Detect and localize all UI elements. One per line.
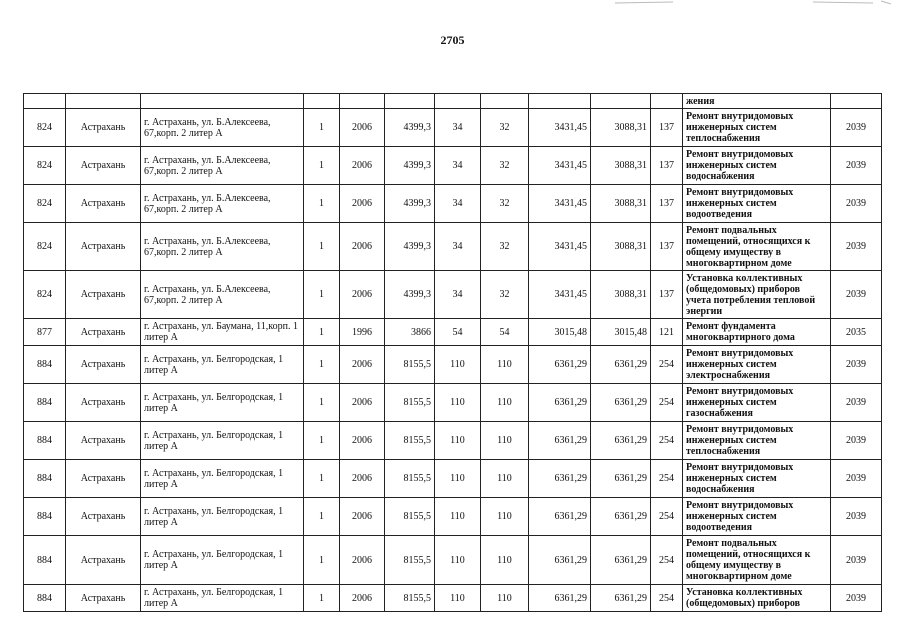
city-name: Астрахань [66,147,141,185]
column-1-value: 1 [304,460,340,498]
total-area: 8155,5 [385,585,435,612]
work-description: Ремонт подвальных помещений, относящихся к общему имуществу в многоквартирном доме [683,536,831,585]
column-3-value: 110 [481,384,529,422]
year-built: 1996 [340,319,385,346]
building-number: 884 [24,460,66,498]
city-name: Астрахань [66,346,141,384]
planned-year: 2039 [831,585,882,612]
work-description: Ремонт внутридомовых инженерных систем электроснабжения [683,346,831,384]
address: г. Астрахань, ул. Б.Алексеева, 67,корп. 2 литер А [141,271,304,319]
column-5-value: 3088,31 [591,271,651,319]
work-description: Ремонт внутридомовых инженерных систем водоотведения [683,498,831,536]
column-3-value: 110 [481,498,529,536]
column-4-value: 3431,45 [529,271,591,319]
year-built: 2006 [340,422,385,460]
column-1-value: 1 [304,346,340,384]
column-4-value: 6361,29 [529,585,591,612]
planned-year: 2039 [831,109,882,147]
work-description: Ремонт внутридомовых инженерных систем водоотведения [683,185,831,223]
year-built: 2006 [340,147,385,185]
column-6-value: 254 [651,346,683,384]
year-built: 2006 [340,109,385,147]
column-3-value: 32 [481,223,529,271]
city-name: Астрахань [66,384,141,422]
city-name: Астрахань [66,223,141,271]
address: г. Астрахань, ул. Б.Алексеева, 67,корп. 2 литер А [141,223,304,271]
table-row [24,223,882,271]
table-row-continuation [24,94,882,109]
total-area: 8155,5 [385,346,435,384]
address: г. Астрахань, ул. Баумана, 11,корп. 1 литер А [141,319,304,346]
table-row [24,109,882,147]
year-built: 2006 [340,460,385,498]
total-area: 4399,3 [385,271,435,319]
work-description: Ремонт фундамента многоквартирного дома [683,319,831,346]
column-2-value: 110 [435,536,481,585]
year-built: 2006 [340,346,385,384]
column-2-value: 110 [435,585,481,612]
table-row [24,346,882,384]
planned-year: 2039 [831,422,882,460]
column-4-value: 3431,45 [529,223,591,271]
column-5-value: 6361,29 [591,346,651,384]
work-description: Ремонт внутридомовых инженерных систем газоснабжения [683,384,831,422]
column-5-value: 6361,29 [591,384,651,422]
column-3-value: 110 [481,536,529,585]
work-description: Ремонт подвальных помещений, относящихся к общему имуществу в многоквартирном доме [683,223,831,271]
planned-year: 2039 [831,536,882,585]
city-name: Астрахань [66,460,141,498]
column-4-value: 6361,29 [529,384,591,422]
building-number: 824 [24,185,66,223]
city-name: Астрахань [66,585,141,612]
column-6-value: 254 [651,536,683,585]
column-5-value: 6361,29 [591,460,651,498]
column-6-value: 254 [651,384,683,422]
work-description: Ремонт внутридомовых инженерных систем водоснабжения [683,460,831,498]
column-2-value: 34 [435,109,481,147]
total-area: 8155,5 [385,536,435,585]
city-name: Астрахань [66,536,141,585]
column-2-value: 34 [435,223,481,271]
work-description: Ремонт внутридомовых инженерных систем теплоснабжения [683,109,831,147]
address: г. Астрахань, ул. Белгородская, 1 литер А [141,422,304,460]
scan-artifact-mark [613,0,893,6]
table-row [24,498,882,536]
planned-year: 2039 [831,384,882,422]
city-name: Астрахань [66,271,141,319]
page-number: 2705 [440,33,465,47]
total-area: 8155,5 [385,384,435,422]
city-name: Астрахань [66,498,141,536]
building-number: 877 [24,319,66,346]
column-1-value: 1 [304,384,340,422]
column-2-value: 110 [435,460,481,498]
address: г. Астрахань, ул. Белгородская, 1 литер А [141,460,304,498]
planned-year: 2039 [831,147,882,185]
city-name: Астрахань [66,185,141,223]
total-area: 4399,3 [385,147,435,185]
year-built: 2006 [340,185,385,223]
planned-year: 2039 [831,223,882,271]
total-area: 4399,3 [385,109,435,147]
column-4-value: 6361,29 [529,536,591,585]
column-3-value: 54 [481,319,529,346]
work-description: Ремонт внутридомовых инженерных систем водоснабжения [683,147,831,185]
total-area: 8155,5 [385,422,435,460]
column-4-value: 3015,48 [529,319,591,346]
column-1-value: 1 [304,422,340,460]
planned-year: 2039 [831,271,882,319]
building-number: 884 [24,346,66,384]
column-3-value: 110 [481,422,529,460]
year-built: 2006 [340,384,385,422]
column-5-value: 3088,31 [591,109,651,147]
column-6-value: 121 [651,319,683,346]
planned-year: 2039 [831,346,882,384]
building-number: 884 [24,498,66,536]
column-1-value: 1 [304,185,340,223]
column-5-value: 3088,31 [591,223,651,271]
column-3-value: 32 [481,271,529,319]
building-number: 884 [24,536,66,585]
column-1-value: 1 [304,147,340,185]
column-6-value: 137 [651,223,683,271]
address: г. Астрахань, ул. Белгородская, 1 литер А [141,536,304,585]
address: г. Астрахань, ул. Б.Алексеева, 67,корп. 2 литер А [141,109,304,147]
column-4-value: 3431,45 [529,185,591,223]
address: г. Астрахань, ул. Б.Алексеева, 67,корп. 2 литер А [141,147,304,185]
planned-year: 2039 [831,460,882,498]
work-description: Установка коллективных (общедомовых) приборов учета потребления тепловой энергии [683,271,831,319]
address: г. Астрахань, ул. Белгородская, 1 литер А [141,498,304,536]
table-row [24,585,882,612]
column-1-value: 1 [304,319,340,346]
column-2-value: 110 [435,346,481,384]
table-row [24,384,882,422]
column-3-value: 110 [481,585,529,612]
year-built: 2006 [340,536,385,585]
column-3-value: 110 [481,460,529,498]
column-5-value: 6361,29 [591,422,651,460]
address: г. Астрахань, ул. Белгородская, 1 литер А [141,384,304,422]
table-row [24,536,882,585]
column-4-value: 3431,45 [529,109,591,147]
column-2-value: 34 [435,147,481,185]
column-5-value: 6361,29 [591,585,651,612]
year-built: 2006 [340,498,385,536]
total-area: 4399,3 [385,185,435,223]
year-built: 2006 [340,271,385,319]
address: г. Астрахань, ул. Белгородская, 1 литер А [141,585,304,612]
column-1-value: 1 [304,585,340,612]
column-2-value: 54 [435,319,481,346]
column-3-value: 110 [481,346,529,384]
total-area: 8155,5 [385,460,435,498]
column-6-value: 254 [651,422,683,460]
column-5-value: 6361,29 [591,536,651,585]
column-1-value: 1 [304,536,340,585]
table-row [24,271,882,319]
column-6-value: 137 [651,147,683,185]
city-name: Астрахань [66,422,141,460]
planned-year: 2039 [831,185,882,223]
building-number: 884 [24,384,66,422]
table-row [24,460,882,498]
column-4-value: 3431,45 [529,147,591,185]
column-1-value: 1 [304,109,340,147]
work-description-continuation: жения [683,94,831,109]
building-number: 824 [24,147,66,185]
building-number: 824 [24,223,66,271]
city-name: Астрахань [66,319,141,346]
column-6-value: 254 [651,498,683,536]
table-row [24,147,882,185]
total-area: 8155,5 [385,498,435,536]
city-name: Астрахань [66,109,141,147]
planned-year: 2035 [831,319,882,346]
column-6-value: 137 [651,109,683,147]
column-2-value: 110 [435,422,481,460]
table-row [24,319,882,346]
column-5-value: 3088,31 [591,147,651,185]
address: г. Астрахань, ул. Белгородская, 1 литер А [141,346,304,384]
work-description: Ремонт внутридомовых инженерных систем теплоснабжения [683,422,831,460]
column-4-value: 6361,29 [529,460,591,498]
building-number: 824 [24,271,66,319]
building-number: 884 [24,422,66,460]
column-1-value: 1 [304,498,340,536]
year-built: 2006 [340,585,385,612]
planned-year: 2039 [831,498,882,536]
total-area: 4399,3 [385,223,435,271]
column-4-value: 6361,29 [529,422,591,460]
table-row [24,185,882,223]
column-6-value: 137 [651,185,683,223]
column-5-value: 3088,31 [591,185,651,223]
column-2-value: 34 [435,271,481,319]
column-2-value: 110 [435,384,481,422]
column-4-value: 6361,29 [529,346,591,384]
column-3-value: 32 [481,185,529,223]
column-2-value: 34 [435,185,481,223]
column-4-value: 6361,29 [529,498,591,536]
table-row [24,422,882,460]
column-1-value: 1 [304,223,340,271]
work-description: Установка коллективных (общедомовых) приборов [683,585,831,612]
building-number: 824 [24,109,66,147]
table-body [24,94,882,612]
column-1-value: 1 [304,271,340,319]
column-6-value: 254 [651,460,683,498]
column-3-value: 32 [481,109,529,147]
column-3-value: 32 [481,147,529,185]
repair-schedule-table [23,93,882,612]
total-area: 3866 [385,319,435,346]
address: г. Астрахань, ул. Б.Алексеева, 67,корп. 2 литер А [141,185,304,223]
column-5-value: 6361,29 [591,498,651,536]
column-2-value: 110 [435,498,481,536]
column-6-value: 137 [651,271,683,319]
year-built: 2006 [340,223,385,271]
column-5-value: 3015,48 [591,319,651,346]
building-number: 884 [24,585,66,612]
column-6-value: 254 [651,585,683,612]
